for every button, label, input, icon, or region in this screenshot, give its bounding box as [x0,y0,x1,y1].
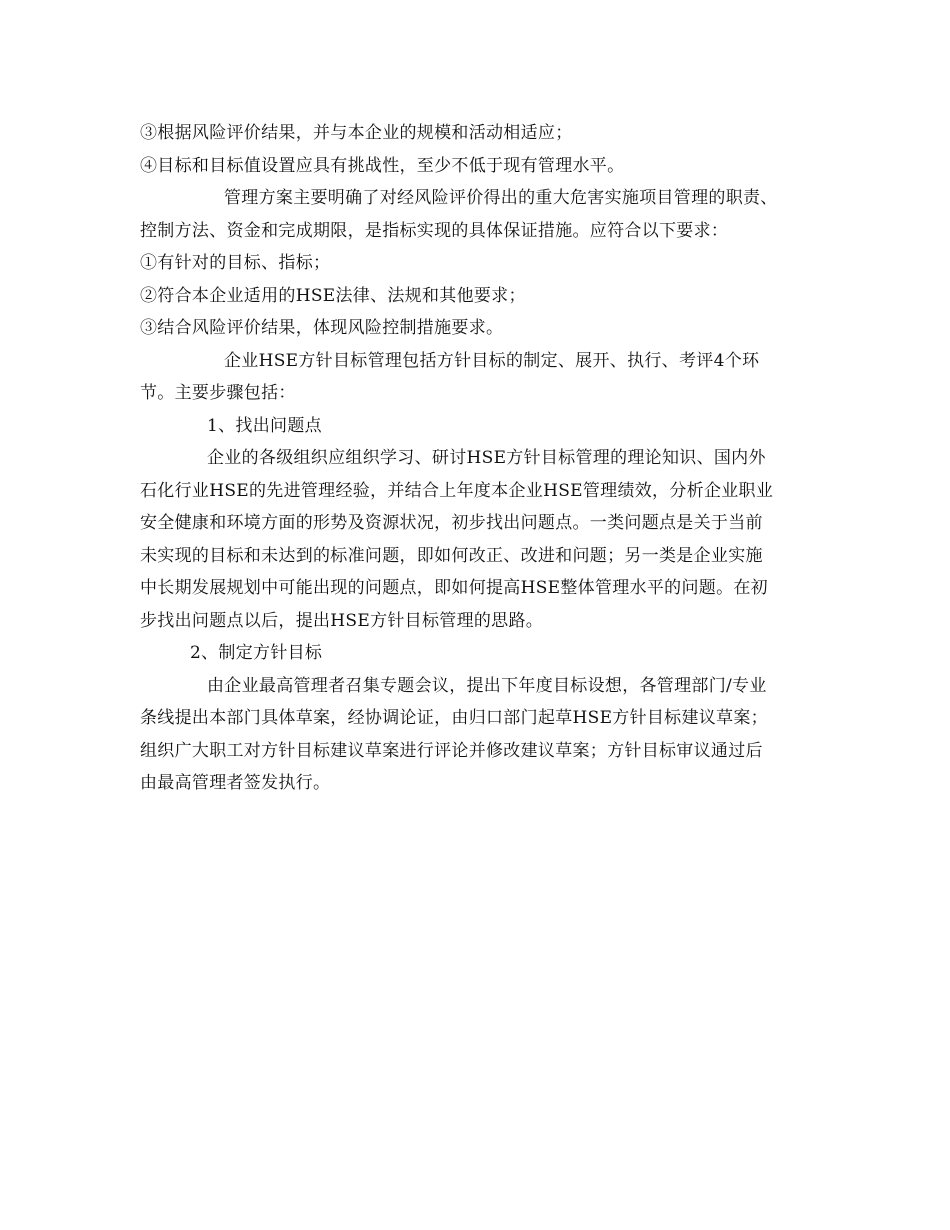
paragraph-line: 控制方法、资金和完成期限，是指标实现的具体保证措施。应符合以下要求： [140,220,729,241]
paragraph-line: 由企业最高管理者召集专题会议，提出下年度目标设想，各管理部门/专业 [207,675,767,696]
document-body [140,117,820,800]
list-item: ①有针对的目标、指标； [140,253,331,273]
list-item: ③结合风险评价结果，体现风险控制措施要求。 [140,318,504,338]
paragraph-line: 由最高管理者签发执行。 [140,773,331,793]
paragraph-line: 组织广大职工对方针目标建议草案进行评论并修改建议草案；方针目标审议通过后 [140,740,763,761]
paragraph-line: 石化行业HSE的先进管理经验，并结合上年度本企业HSE管理绩效，分析企业职业 [140,480,774,501]
section-heading: 1、找出问题点 [207,415,322,436]
list-item: ②符合本企业适用的HSE法律、法规和其他要求； [140,285,526,306]
paragraph-line: 管理方案主要明确了对经风险评价得出的重大危害实施项目管理的职责、 [224,188,778,208]
paragraph-line: 条线提出本部门具体草案，经协调论证，由归口部门起草HSE方针目标建议草案； [140,708,768,728]
list-item: ③根据风险评价结果，并与本企业的规模和活动相适应； [140,123,573,143]
paragraph-line: 安全健康和环境方面的形势及资源状况，初步找出问题点。一类问题点是关于当前 [140,513,763,533]
paragraph-line: 中长期发展规划中可能出现的问题点，即如何提高HSE整体管理水平的问题。在初 [140,578,768,598]
paragraph-line: 未实现的目标和未达到的标准问题，即如何改正、改进和问题；另一类是企业实施 [140,545,763,566]
paragraph-line: 步找出问题点以后，提出HSE方针目标管理的思路。 [140,610,544,631]
paragraph-line: 节。主要步骤包括： [140,383,296,403]
list-item: ④目标和目标值设置应具有挑战性，至少不低于现有管理水平。 [140,155,625,176]
paragraph-line: 企业HSE方针目标管理包括方针目标的制定、展开、执行、考评4个环 [224,350,760,371]
paragraph-line: 企业的各级组织应组织学习、研讨HSE方针目标管理的理论知识、国内外 [207,448,766,468]
section-heading: 2、制定方针目标 [190,643,323,663]
